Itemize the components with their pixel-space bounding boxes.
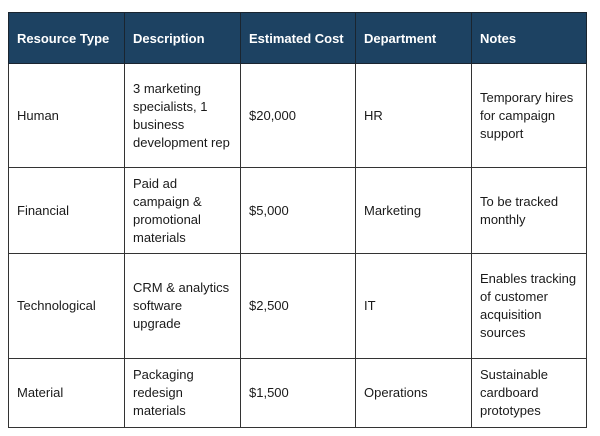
header-resource-type: Resource Type — [9, 13, 125, 64]
cell-notes: Temporary hires for campaign support — [472, 64, 587, 168]
cell-department: Operations — [356, 359, 472, 428]
cell-department: IT — [356, 254, 472, 359]
table-row — [9, 254, 587, 359]
cell-resource-type: Human — [9, 64, 125, 168]
cell-cost: $20,000 — [241, 64, 356, 168]
cell-resource-type: Material — [9, 359, 125, 428]
cell-description: Packaging redesign materials — [125, 359, 241, 428]
table-header — [9, 13, 587, 64]
table-row — [9, 359, 587, 428]
header-description: Description — [125, 13, 241, 64]
header-department: Department — [356, 13, 472, 64]
table-row — [9, 64, 587, 168]
cell-department: HR — [356, 64, 472, 168]
cell-description: 3 marketing specialists, 1 business development rep — [125, 64, 241, 168]
cell-notes: Sustainable cardboard prototypes — [472, 359, 587, 428]
header-estimated-cost: Estimated Cost — [241, 13, 356, 64]
cell-notes: Enables tracking of customer acquisition sources — [472, 254, 587, 359]
cell-resource-type: Financial — [9, 168, 125, 254]
cell-notes: To be tracked monthly — [472, 168, 587, 254]
table-row — [9, 168, 587, 254]
cell-cost: $2,500 — [241, 254, 356, 359]
cell-description: CRM & analytics software upgrade — [125, 254, 241, 359]
cell-cost: $5,000 — [241, 168, 356, 254]
cell-resource-type: Technological — [9, 254, 125, 359]
cell-department: Marketing — [356, 168, 472, 254]
resource-table — [8, 12, 587, 428]
cell-cost: $1,500 — [241, 359, 356, 428]
header-row — [9, 13, 587, 64]
header-notes: Notes — [472, 13, 587, 64]
table-body — [9, 64, 587, 428]
cell-description: Paid ad campaign & promotional materials — [125, 168, 241, 254]
